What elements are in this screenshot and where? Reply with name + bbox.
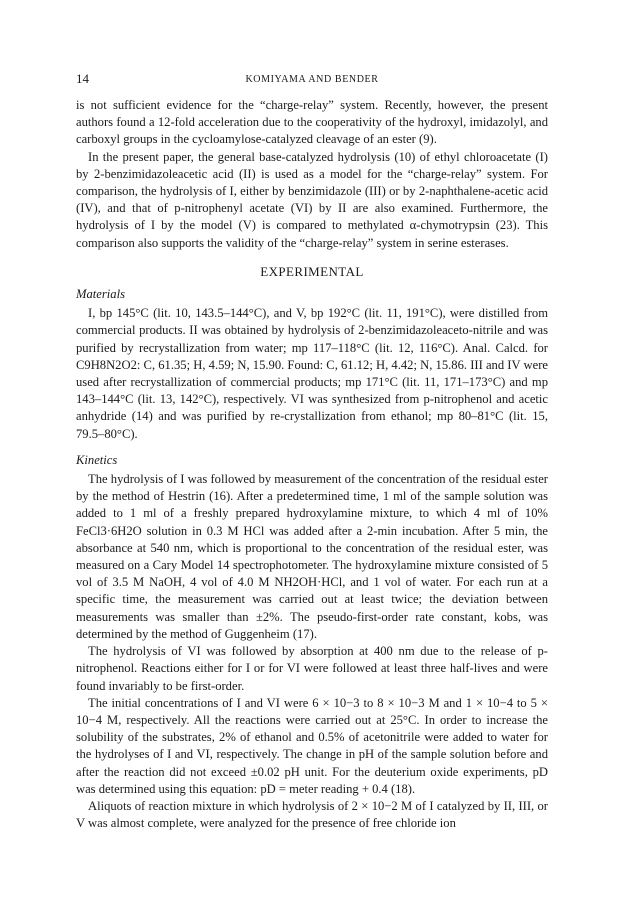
paragraph-kinetics-4: Aliquots of reaction mixture in which hydrolysis of 2 × 10−2 M of I catalyzed by II, III, or V was almost complete, were analyzed for the presence of free chloride ion xyxy=(76,798,548,831)
page-header xyxy=(76,70,548,88)
section-title-experimental: EXPERIMENTAL xyxy=(260,263,364,279)
running-title: KOMIYAMA AND BENDER xyxy=(245,74,379,85)
paragraph-1: is not sufficient evidence for the “charge-relay” system. Recently, however, the present authors found a 12-fold acceleration due to the cooperativity of the hydroxyl, imidazolyl, and carboxyl groups in the cycloamylose-catalyzed cleavage of an ester (9). xyxy=(76,98,548,147)
subheading-kinetics: Kinetics xyxy=(76,452,118,467)
article-body xyxy=(76,97,548,832)
page-number: 14 xyxy=(76,71,89,86)
paragraph-materials: I, bp 145°C (lit. 10, 143.5–144°C), and V, bp 192°C (lit. 11, 191°C), were distilled from commercial products. II was obtained by hydrolysis of 2-benzimidazoleaceto-nitrile and was purified by recrystallization from water; mp 117–118°C (lit. 12, 116°C). Anal. Calcd. for C9H8N2O2: C, 61.35; H, 4.59; N, 15.90. Found: C, 61.12; H, 4.42; N, 15.86. III and IV were used after recrystallization of commercial products; mp 171°C (lit. 11, 171–173°C) and mp 143–144°C (lit. 13, 142°C), respectively. VI was synthesized from p-nitrophenol and acetic anhydride (14) and was purified by re-crystallization from ethanol; mp 80–81°C (lit. 15, 79.5–80°C). xyxy=(76,306,548,441)
subheading-materials: Materials xyxy=(76,287,125,302)
paragraph-2: In the present paper, the general base-catalyzed hydrolysis (10) of ethyl chloroacetate (I) by 2-benzimidazoleacetic acid (II) is used as a model for the “charge-relay” system. For comparison, the hydrolysis of I, either by benzimidazole (III) or by 2-naphthalene-acetic acid (IV), and that of p-nitrophenyl acetate (VI) by II are also examined. Furthermore, the hydrolysis of I by the model (V) is compared to methylated α-chymotrypsin (23). This comparison also supports the validity of the “charge-relay” system in serine esterases. xyxy=(76,149,548,250)
paragraph-kinetics-2: The hydrolysis of VI was followed by absorption at 400 nm due to the release of p-nitrophenol. Reactions either for I or for VI were followed at least three half-lives and were found invariably to be first-order. xyxy=(76,644,548,693)
paragraph-kinetics-1: The hydrolysis of I was followed by measurement of the concentration of the residual ester by the method of Hestrin (16). After a predetermined time, 1 ml of the sample solution was added to 1 ml of a freshly prepared hydroxylamine mixture, to which 4 ml of 10% FeCl3·6H2O solution in 0.3 M HCl was added after a 2-min incubation. After 5 min, the absorbance at 540 nm, which is proportional to the concentration of the residual ester, was measured on a Cary Model 14 spectrophotometer. The hydroxylamine mixture consisted of 5 vol of 3.5 M NaOH, 4 vol of 4.0 M NH2OH·HCl, and 1 vol of water. For each run at a specific time, the measurement was carried out at least twice; the deviation between measurements was smaller than ±2%. The pseudo-first-order rate constant, kobs, was determined by the method of Guggenheim (17). xyxy=(76,472,548,641)
paragraph-kinetics-3: The initial concentrations of I and VI were 6 × 10−3 to 8 × 10−3 M and 1 × 10−4 to 5 × 10−4 M, respectively. All the reactions were carried out at 25°C. In order to increase the solubility of the substrates, 2% of ethanol and 0.5% of acetonitrile were added to water for the hydrolyses of I and VI, respectively. The change in pH of the sample solution before and after the reaction did not exceed ±0.02 pH unit. For the deuterium oxide experiments, pD was determined using this equation: pD = meter reading + 0.4 (18). xyxy=(76,695,548,796)
